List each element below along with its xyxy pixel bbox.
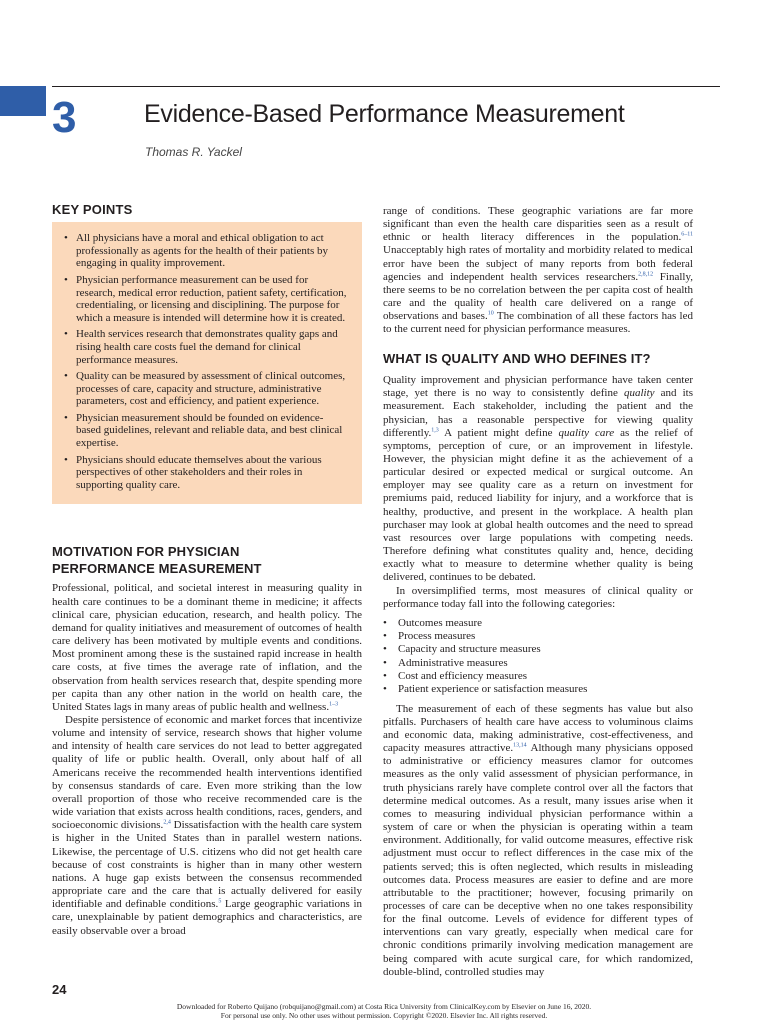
category-item: • Process measures bbox=[383, 630, 693, 643]
right-column bbox=[383, 205, 693, 979]
continued-paragraph bbox=[383, 205, 693, 337]
paragraph-text: Professional, political, and societal interest in measuring quality in health care continues to be a dominant theme in medicine; it affects clinical care, physician education, research, and health policy. The demand for quality initiatives and measurement of outcomes of health care delivery has been motivated by multiple events and conditions. Most prominent among these is the sustained rapid increase in health care costs, at five times the average rate of inflation, and the observation from health services research that, despite spending more per capita than any other nation in the world on health care, the United States lags in many areas of public health and wellness. bbox=[52, 582, 362, 713]
reference-link[interactable]: 5 bbox=[218, 898, 222, 905]
footer-line-2: For personal use only. No other uses without permission. Copyright ©2020. Elsevier Inc. All rights reserved. bbox=[220, 1011, 548, 1020]
motivation-heading bbox=[52, 544, 362, 577]
motivation-paragraph-2 bbox=[52, 714, 362, 938]
reference-link[interactable]: 2,8,12 bbox=[638, 271, 654, 278]
category-item: • Capacity and structure measures bbox=[383, 643, 693, 656]
paragraph-text: Unacceptably high rates of mortality and morbidity related to medical error have been the subject of many reports from both federal agencies and independent health services researchers. bbox=[383, 244, 693, 283]
key-point-item: • Health services research that demonstrates quality gaps and rising health care costs fuel the demand for clinical performance measures. bbox=[64, 328, 348, 366]
chapter-author: Thomas R. Yackel bbox=[145, 145, 242, 159]
page-number: 24 bbox=[52, 982, 67, 997]
left-column bbox=[52, 203, 362, 938]
category-item: • Cost and efficiency measures bbox=[383, 670, 693, 683]
reference-link[interactable]: 1,3 bbox=[431, 427, 439, 434]
paragraph-text: Finally, there seems to be no correlation between the per capita cost of health care and the quality of health care delivered on a range of observations and bases. bbox=[383, 270, 693, 323]
paragraph-text: range of conditions. These geographic variations are far more significant than even the health care disparities seen as a result of ethnic or health literacy differences in the population. bbox=[383, 205, 693, 244]
chapter-number: 3 bbox=[52, 93, 77, 142]
categories-list bbox=[383, 617, 693, 697]
download-footer bbox=[0, 1002, 768, 1020]
category-item: • Outcomes measure bbox=[383, 617, 693, 630]
paragraph-text: A patient might define bbox=[438, 426, 559, 439]
key-point-item: • Quality can be measured by assessment of clinical outcomes, processes of care, capacity and structure, administrative parameters, cost and efficiency, and patient experience. bbox=[64, 370, 348, 408]
key-points-heading: KEY POINTS bbox=[52, 202, 133, 217]
key-points-box bbox=[52, 222, 362, 504]
reference-link[interactable]: 2,4 bbox=[163, 819, 171, 826]
chapter-color-block bbox=[0, 86, 46, 116]
paragraph-text: as the relief of symptoms, perception of cure, or an improvement in lifestyle. However, the physician might define it as the achievement of a particular desired or expected medical or surgical outcome. An employer may see quality care as a return on investment for premiums paid, reduced liability for injury, and a workforce that is healthy, productive, and present in the workplace. A health plan purchaser may look at global health outcomes and the need to spread vast resources over large populations with competing needs. Therefore defining what constitutes quality and, hence, deciding exactly what to measure to determine whether quality is being delivered, continues to be debated. bbox=[383, 426, 693, 584]
category-item: • Administrative measures bbox=[383, 657, 693, 670]
key-points-list bbox=[64, 232, 348, 491]
footer-line-1: Downloaded for Roberto Quijano (robquijano@gmail.com) at Costa Rica University from ClinicalKey.com by Elsevier on June 16, 2020. bbox=[176, 1002, 592, 1011]
motivation-paragraph-1 bbox=[52, 582, 362, 714]
quality-paragraph-2: In oversimplified terms, most measures of clinical quality or performance today fall into the following categories: bbox=[383, 584, 693, 610]
reference-link[interactable]: 1–3 bbox=[329, 701, 339, 708]
quality-paragraph-3 bbox=[383, 703, 693, 979]
paragraph-text: Despite persistence of economic and market forces that incentivize volume and intensity of service, research shows that higher volume and intensity of health care services do not lead to better aggregated quality of life or public health. Overall, only about half of all Americans receive the recommended health interventions identified by consensus standards of care. Even more striking than the low overall proportion of those who receive recommended care is the wide variation that exists across health conditions, races, genders, and socioeconomic divisions. bbox=[52, 714, 362, 832]
top-rule bbox=[52, 86, 720, 87]
quality-heading: WHAT IS QUALITY AND WHO DEFINES IT? bbox=[383, 350, 651, 366]
motivation-heading-line2: PERFORMANCE MEASUREMENT bbox=[52, 560, 262, 576]
italic-term: quality bbox=[623, 387, 655, 400]
paragraph-text: Dissatisfaction with the health care system is higher in the United States than in parallel western nations. Likewise, the percentage of U.S. citizens who did not get health care because of cost constraints is higher than in many other western nations. A huge gap exists between the consensus recommended appropriate care and the care that is actually delivered for easily identifiable and definable conditions. bbox=[52, 819, 362, 911]
paragraph-text: The combination of all these factors has led to the current need for physician performance measures. bbox=[383, 310, 693, 336]
paragraph-text: Quality improvement and physician performance have taken center stage, yet there is no way to consistently define bbox=[383, 374, 693, 400]
key-point-item: • All physicians have a moral and ethical obligation to act professionally as agents for the health of their patients by engaging in quality improvement. bbox=[64, 232, 348, 270]
italic-term: quality care bbox=[558, 426, 615, 439]
paragraph-text: Large geographic variations in care, unexplainable by patient demographics and characteristics, are easily observable over a broad bbox=[52, 898, 362, 937]
key-point-item: • Physician measurement should be founded on evidence-based guidelines, relevant and reliable data, and best clinical expertise. bbox=[64, 412, 348, 450]
paragraph-text: and its measurement. Each stakeholder, including the patient and the physician, has a reasonable perspective for viewing quality differently. bbox=[383, 387, 693, 439]
category-item: • Patient experience or satisfaction measures bbox=[383, 683, 693, 696]
key-point-item: • Physician performance measurement can be used for research, medical error reduction, patient safety, certification, credentialing, or licensing and disciplining. The purpose for which a measure is intended will determine how it is created. bbox=[64, 274, 348, 324]
motivation-heading-line1: MOTIVATION FOR PHYSICIAN bbox=[52, 544, 240, 560]
quality-paragraph-1 bbox=[383, 374, 693, 585]
reference-link[interactable]: 10 bbox=[487, 310, 494, 317]
reference-link[interactable]: 13,14 bbox=[513, 742, 527, 749]
chapter-title: Evidence-Based Performance Measurement bbox=[144, 100, 625, 128]
paragraph-text: Although many physicians opposed to administrative or efficiency measures clamor for outcomes measures as the only valid assessment of physician performance, in truth physicians rarely have complete control over all the factors that determine medical outcomes. As a result, many issues arise when it comes to measuring individual physician performance within a system of care or when the physician is operating within a team environment. Additionally, for valid outcome measures, effective risk adjustment must occur to reflect differences in the case mix of the patients served; this is often neglected, which results in misleading outcomes data. Process measures are easier to define and are more attributable to the practitioner; however, focusing primarily on processes of care can be deceptive when no one takes responsibility for the final outcome. Levels of evidence for different types of interventions can vary greatly, especially when medical care for chronic conditions primarily involving medication management are being compared with acute surgical care, for which randomized, double-blind, controlled studies may bbox=[383, 742, 693, 978]
reference-link[interactable]: 6–11 bbox=[681, 231, 693, 238]
key-point-item: • Physicians should educate themselves about the various perspectives of other stakeholders and their roles in supporting quality care. bbox=[64, 454, 348, 492]
paragraph-text: The measurement of each of these segments has value but also pitfalls. Purchasers of health care have access to voluminous claims and economic data, making administrative, cost-effectiveness, and capacity measures attractive. bbox=[383, 702, 693, 755]
